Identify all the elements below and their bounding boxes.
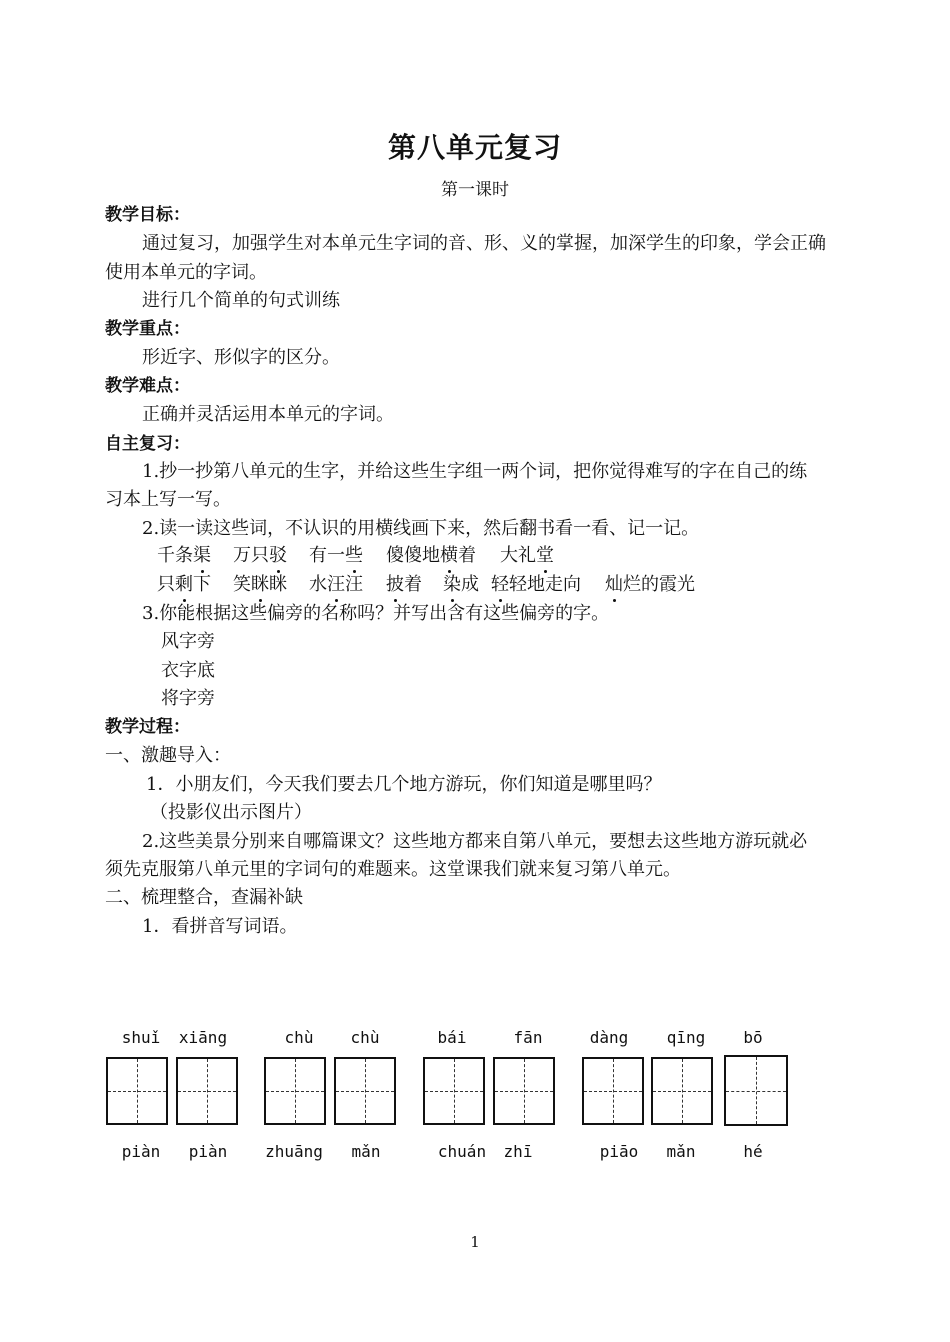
pinyin-label: xiāng	[178, 1028, 228, 1047]
pinyin-label: chuán	[437, 1142, 487, 1161]
lesson-subtitle: 第一课时	[441, 180, 509, 200]
process-section-1-item-2-line-2: 须先克服第八单元里的字词句的难题来。这堂课我们就来复习第八单元。	[105, 859, 681, 880]
process-section-1-note: （投影仪出示图片）	[150, 802, 312, 823]
pinyin-label: chù	[350, 1028, 380, 1047]
pinyin-label: piàn	[121, 1142, 161, 1161]
pinyin-label: hé	[743, 1142, 763, 1161]
pinyin-label: bái	[437, 1028, 467, 1047]
process-section-2-item-1: 1．看拼音写词语。	[142, 916, 298, 937]
word-item: 有一些	[309, 545, 363, 566]
pinyin-label: qīng	[666, 1028, 706, 1047]
writing-box[interactable]	[493, 1057, 555, 1125]
page-title: 第八单元复习	[387, 131, 562, 164]
word-item: 大礼堂	[500, 545, 554, 566]
process-heading: 教学过程：	[105, 717, 190, 737]
goals-paragraph-2: 进行几个简单的句式训练	[142, 290, 340, 311]
self-review-item-3: 3.你能根据这些偏旁的名称吗？并写出含有这些偏旁的字。	[142, 603, 610, 624]
key-points-heading: 教学重点：	[105, 319, 190, 339]
process-section-1: 一、激趣导入：	[105, 745, 231, 766]
word-item: 染成	[443, 574, 479, 595]
writing-box[interactable]	[334, 1057, 396, 1125]
word-item: 水汪汪	[309, 574, 363, 595]
key-points-text: 形近字、形似字的区分。	[142, 347, 340, 368]
process-section-2: 二、梳理整合，查漏补缺	[105, 887, 303, 908]
writing-box[interactable]	[651, 1057, 713, 1125]
pinyin-label: mǎn	[666, 1142, 696, 1161]
goals-paragraph-line-2: 使用本单元的字词。	[105, 262, 267, 283]
self-review-item-1-line-2: 习本上写一写。	[105, 489, 231, 510]
writing-box[interactable]	[582, 1057, 644, 1125]
word-item: 傻傻地横着	[386, 545, 476, 566]
difficulties-heading: 教学难点：	[105, 376, 190, 396]
word-item: 轻轻地走向	[491, 574, 581, 595]
goals-paragraph-line-1: 通过复习，加强学生对本单元生字词的音、形、义的掌握，加深学生的印象，学会正确	[142, 233, 826, 254]
pinyin-label: piàn	[188, 1142, 228, 1161]
writing-box[interactable]	[106, 1057, 168, 1125]
pinyin-label: chù	[284, 1028, 314, 1047]
process-section-1-item-2-line-1: 2.这些美景分别来自哪篇课文？这些地方都来自第八单元，要想去这些地方游玩就必	[142, 831, 808, 852]
writing-box[interactable]	[423, 1057, 485, 1125]
difficulties-text: 正确并灵活运用本单元的字词。	[142, 404, 394, 425]
word-item: 千条渠	[157, 545, 211, 566]
pinyin-label: fān	[513, 1028, 543, 1047]
word-item: 只剩下	[157, 574, 211, 595]
radical-name: 衣字底	[161, 660, 215, 681]
writing-box[interactable]	[264, 1057, 326, 1125]
pinyin-label: piāo	[599, 1142, 639, 1161]
pinyin-label: zhī	[503, 1142, 533, 1161]
pinyin-label: zhuāng	[265, 1142, 323, 1161]
self-review-heading: 自主复习：	[105, 434, 190, 454]
pinyin-label: bō	[743, 1028, 763, 1047]
word-item: 万只驳	[233, 545, 287, 566]
process-section-1-item-1: 1．小朋友们，今天我们要去几个地方游玩，你们知道是哪里吗？	[146, 774, 662, 795]
radical-name: 将字旁	[161, 688, 215, 709]
word-item: 笑眯眯	[233, 574, 287, 595]
pinyin-label: dàng	[589, 1028, 629, 1047]
page-number: 1	[470, 1233, 480, 1251]
writing-box[interactable]	[724, 1055, 788, 1126]
self-review-item-2: 2.读一读这些词，不认识的用横线画下来，然后翻书看一看、记一记。	[142, 518, 700, 539]
word-item: 灿烂的霞光	[605, 574, 695, 595]
radical-name: 风字旁	[161, 631, 215, 652]
pinyin-label: shuǐ	[121, 1028, 161, 1047]
writing-box[interactable]	[176, 1057, 238, 1125]
self-review-item-1-line-1: 1.抄一抄第八单元的生字，并给这些生字组一两个词，把你觉得难写的字在自己的练	[142, 461, 808, 482]
goals-heading: 教学目标：	[105, 205, 190, 225]
word-item: 披着	[386, 574, 422, 595]
pinyin-label: mǎn	[351, 1142, 381, 1161]
